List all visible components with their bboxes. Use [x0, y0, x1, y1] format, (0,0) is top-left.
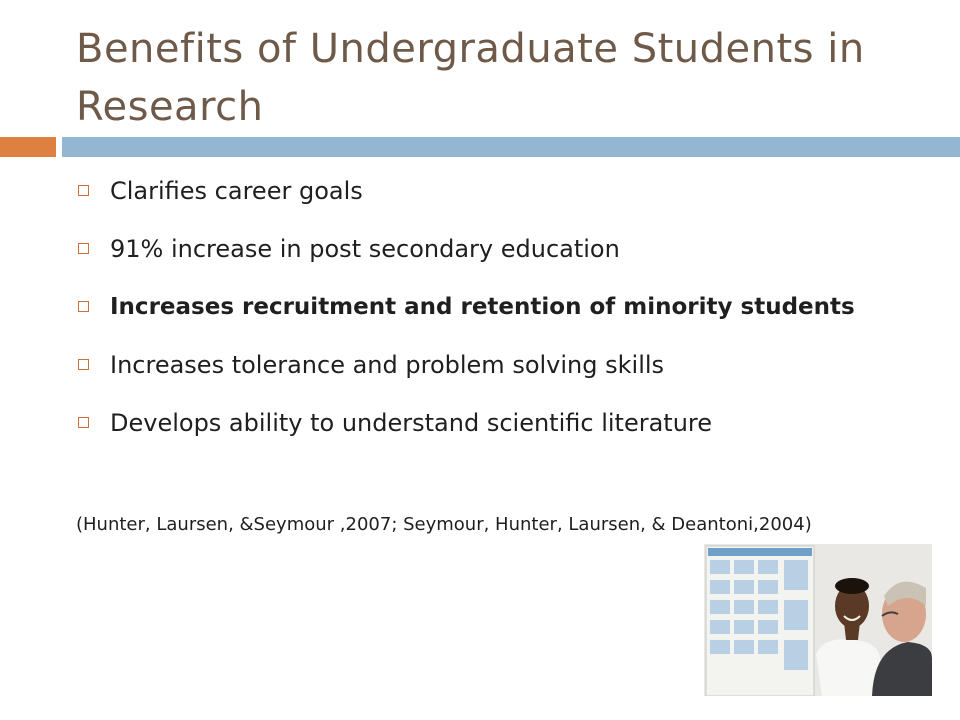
bullet-text: 91% increase in post secondary education: [110, 235, 620, 263]
square-bullet-icon: [78, 185, 89, 196]
bullet-text: Clarifies career goals: [110, 177, 363, 205]
square-bullet-icon: [78, 243, 89, 254]
bullet-item: [76, 172, 936, 210]
research-poster-photo: [704, 544, 932, 696]
bullet-list: [76, 172, 936, 462]
square-bullet-icon: [78, 359, 89, 370]
bullet-text: Develops ability to understand scientific literature: [110, 409, 713, 437]
slide-title: Benefits of Undergraduate Students in Research: [76, 26, 865, 130]
square-bullet-icon: [78, 301, 89, 312]
bullet-item: [76, 288, 936, 326]
bullet-item: [76, 230, 936, 268]
bullet-item: [76, 404, 936, 442]
bullet-item: [76, 346, 936, 384]
square-bullet-icon: [78, 417, 89, 428]
citation: (Hunter, Laursen, &Seymour ,2007; Seymour, Hunter, Laursen, & Deantoni,2004): [76, 514, 812, 535]
title-rule: [62, 137, 960, 157]
bullet-text: Increases recruitment and retention of minority students: [110, 294, 855, 320]
title-rule-accent: [0, 137, 56, 157]
bullet-text: Increases tolerance and problem solving skills: [110, 351, 665, 379]
